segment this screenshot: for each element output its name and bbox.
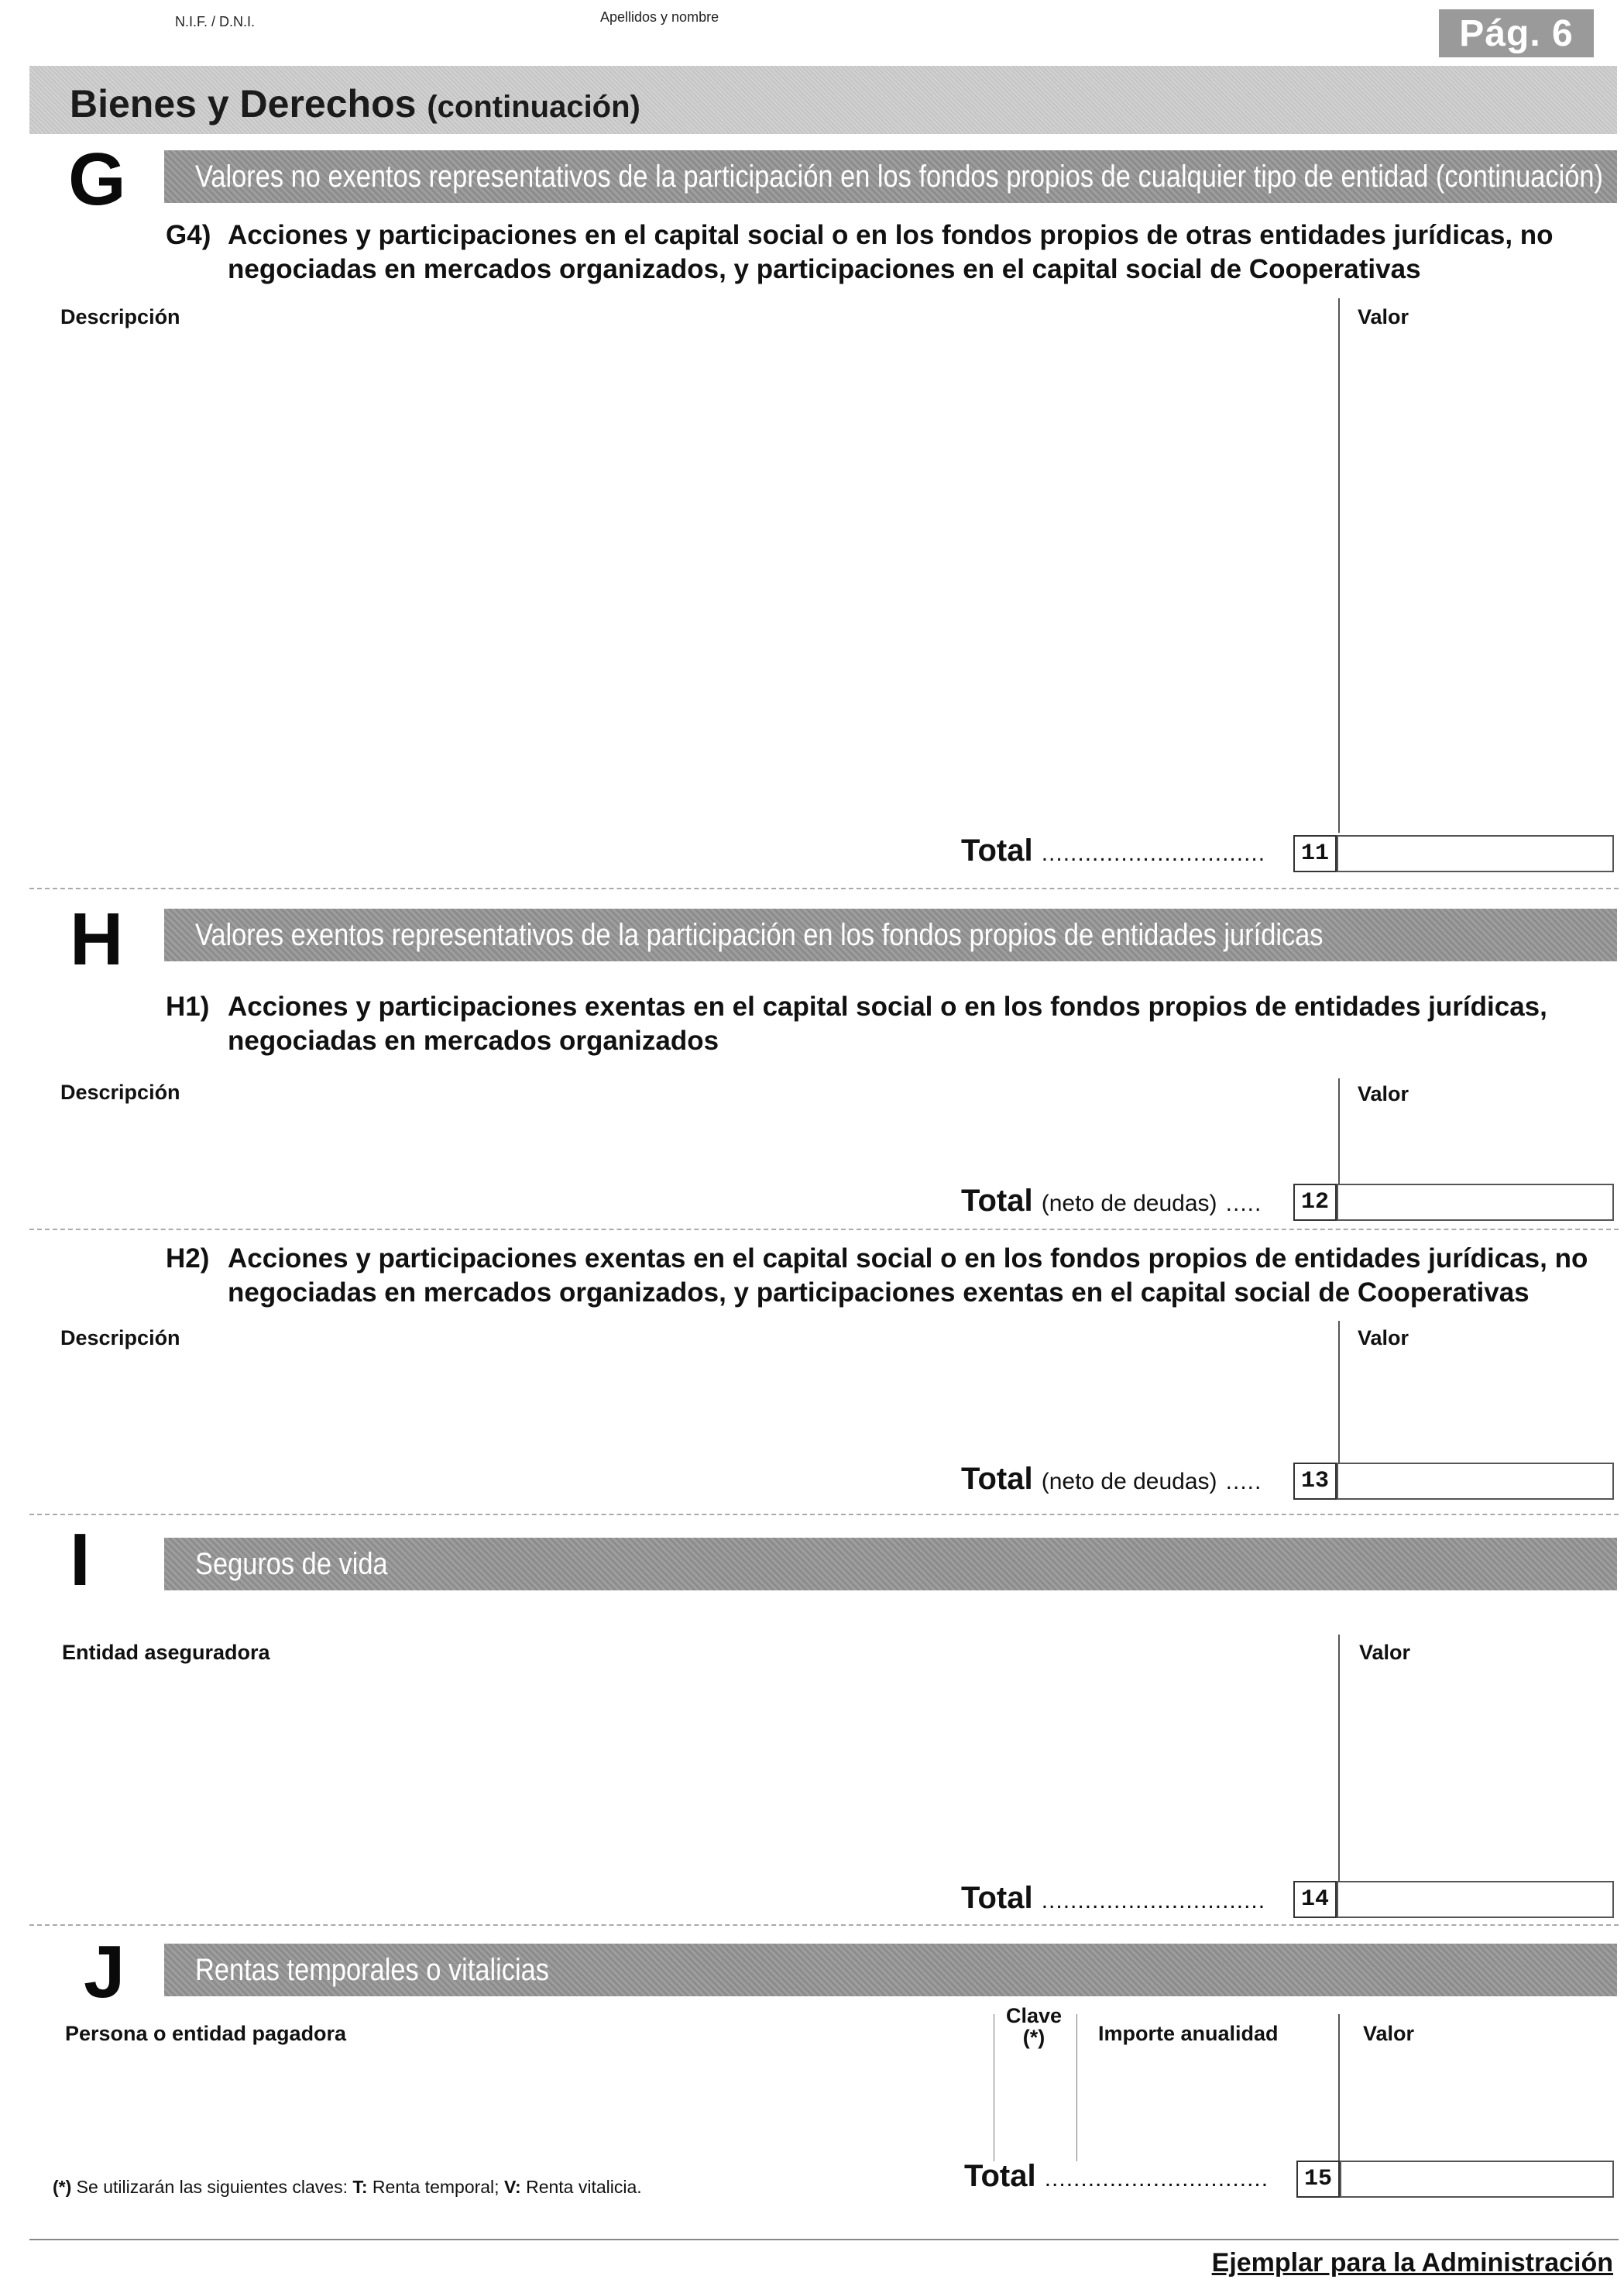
col-clave-label: Clave: [1005, 2004, 1063, 2027]
total-j-label: Total: [964, 2159, 1036, 2193]
col-valor-g: Valor: [1358, 305, 1409, 328]
page-title-sub: (continuación): [427, 90, 640, 124]
section-bar-g: [164, 150, 1617, 203]
subsection-h2-line2: negociadas en mercados organizados, y participaciones exentas en el capital social de Cooperativas: [228, 1277, 1530, 1308]
subsection-g4-line1: Acciones y participaciones en el capital social o en los fondos propios de otras entidades jurídicas, no: [228, 220, 1554, 250]
col-descripcion-h2: Descripción: [60, 1326, 180, 1349]
total-i-dots: ...............................: [1041, 1888, 1266, 1913]
section-bar-i: [164, 1538, 1617, 1590]
page-title: [70, 81, 640, 126]
total-h1-dots: .....: [1225, 1191, 1262, 1216]
total-i-value-field[interactable]: [1337, 1881, 1614, 1918]
total-h2-note: (neto de deudas): [1041, 1469, 1217, 1494]
column-divider-j-clave-right: [1076, 2014, 1077, 2161]
section-bar-h: [164, 909, 1617, 961]
footnote-mark: (*): [53, 2177, 72, 2197]
section-letter-j: J: [84, 1930, 125, 2013]
footnote-t-key: T:: [352, 2177, 368, 2197]
footnote-t-text: Renta temporal;: [372, 2177, 500, 2197]
divider-i-j: [29, 1924, 1619, 1926]
box-number-11: 11: [1293, 835, 1337, 872]
total-h2-label: Total: [961, 1462, 1033, 1496]
subsection-h1: [166, 990, 1622, 1058]
box-number-12: 12: [1293, 1184, 1337, 1221]
section-letter-i: I: [70, 1518, 91, 1601]
nif-label: N.I.F. / D.N.I.: [175, 14, 256, 29]
col-valor-h2: Valor: [1358, 1326, 1409, 1349]
total-i: [961, 1881, 1265, 1916]
total-g-label: Total: [961, 834, 1033, 868]
total-j-value-field[interactable]: [1340, 2161, 1614, 2198]
box-number-15: 15: [1296, 2161, 1340, 2198]
col-valor-j: Valor: [1363, 2022, 1415, 2045]
total-j-dots: ...............................: [1044, 2166, 1269, 2192]
box-number-14: 14: [1293, 1881, 1337, 1918]
total-h1-label: Total: [961, 1184, 1033, 1218]
footer-copy-label: Ejemplar para la Administración: [1211, 2248, 1613, 2278]
col-persona-entidad-pagadora: Persona o entidad pagadora: [65, 2022, 347, 2045]
total-h2: [961, 1462, 1262, 1497]
subsection-h2-tag: H2): [166, 1243, 210, 1274]
total-g-dots: ...............................: [1041, 841, 1266, 866]
total-h2-dots: .....: [1225, 1469, 1262, 1494]
section-letter-h: H: [70, 898, 124, 981]
col-clave-mark: (*): [1022, 2026, 1045, 2049]
divider-h1-h2: [29, 1229, 1619, 1230]
footnote-v-text: Renta vitalicia.: [526, 2177, 642, 2197]
subsection-g4-tag: G4): [166, 220, 211, 250]
total-g-value-field[interactable]: [1337, 835, 1614, 872]
col-importe-anualidad: Importe anualidad: [1098, 2022, 1279, 2045]
column-divider-j-valor: [1338, 2014, 1340, 2161]
footnote-claves: [53, 2177, 642, 2198]
page-title-main: Bienes y Derechos: [70, 82, 417, 125]
col-descripcion-g: Descripción: [60, 305, 180, 328]
column-divider-g: [1338, 298, 1340, 833]
section-letter-g: G: [68, 138, 126, 221]
box-number-13: 13: [1293, 1463, 1337, 1500]
total-h1-note: (neto de deudas): [1041, 1191, 1217, 1216]
subsection-h2: [166, 1242, 1622, 1310]
subsection-h1-line1: Acciones y participaciones exentas en el capital social o en los fondos propios de entidades jurídicas,: [228, 992, 1547, 1022]
section-bar-j-text: Rentas temporales o vitalicias: [195, 1952, 549, 1987]
subsection-h1-line2: negociadas en mercados organizados: [228, 1026, 719, 1056]
subsection-g4: [166, 218, 1622, 287]
column-divider-i: [1338, 1635, 1340, 1913]
footer-rule: [29, 2239, 1619, 2240]
subsection-h1-tag: H1): [166, 992, 210, 1022]
section-bar-h-text: Valores exentos representativos de la participación en los fondos propios de entidades jurídicas: [195, 917, 1324, 952]
subsection-h2-line1: Acciones y participaciones exentas en el capital social o en los fondos propios de entidades jurídicas, no: [228, 1243, 1588, 1274]
name-label: Apellidos y nombre: [600, 9, 719, 25]
col-valor-i: Valor: [1359, 1641, 1411, 1664]
footnote-text: Se utilizarán las siguientes claves:: [76, 2177, 348, 2197]
divider-h-i: [29, 1514, 1619, 1515]
total-i-label: Total: [961, 1881, 1033, 1915]
page-number: Pág. 6: [1439, 9, 1594, 57]
col-entidad-aseguradora: Entidad aseguradora: [62, 1641, 270, 1664]
total-h1: [961, 1184, 1262, 1219]
total-h1-value-field[interactable]: [1337, 1184, 1614, 1221]
section-bar-j: [164, 1944, 1617, 1996]
section-bar-i-text: Seguros de vida: [195, 1546, 388, 1581]
footnote-v-key: V:: [503, 2177, 521, 2197]
section-bar-g-text: Valores no exentos representativos de la participación en los fondos propios de cualquier tipo de entidad (continuación): [195, 159, 1603, 194]
total-h2-value-field[interactable]: [1337, 1463, 1614, 1500]
subsection-g4-line2: negociadas en mercados organizados, y participaciones en el capital social de Cooperativas: [228, 254, 1421, 284]
total-j: [964, 2159, 1269, 2194]
col-clave: [1003, 2005, 1065, 2048]
col-valor-h1: Valor: [1358, 1082, 1409, 1105]
divider-g-h: [29, 888, 1619, 889]
total-g: [961, 834, 1265, 868]
col-descripcion-h1: Descripción: [60, 1081, 180, 1104]
